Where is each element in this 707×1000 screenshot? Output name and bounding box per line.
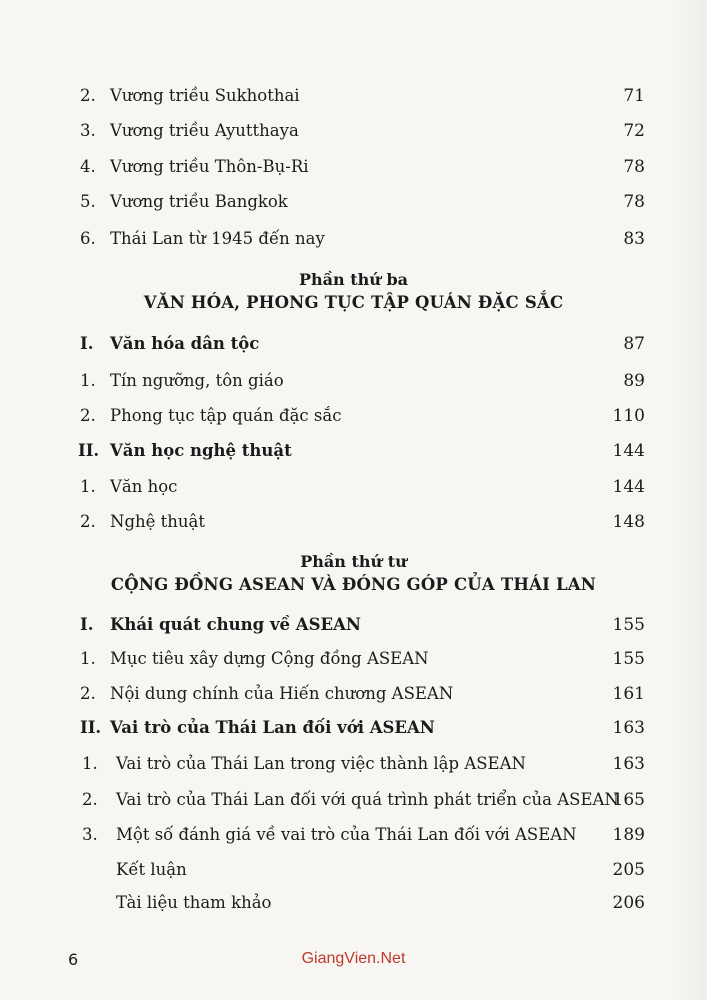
toc-entry-page: 161	[612, 684, 645, 704]
toc-entry-number: 3.	[80, 121, 96, 140]
toc-entry[interactable]	[0, 645, 707, 675]
part-label: Phần thứ ba	[298, 270, 408, 289]
toc-entry-title: Thái Lan từ 1945 đến nay	[110, 229, 325, 248]
toc-entry-title: Tín ngưỡng, tôn giáo	[110, 371, 284, 390]
toc-entry-number: 2.	[80, 406, 96, 425]
toc-entry-number: 2.	[80, 512, 96, 531]
toc-entry-number: II.	[78, 441, 100, 460]
toc-entry-number: 3.	[82, 825, 98, 844]
toc-entry-page: 163	[612, 718, 645, 738]
toc-entry-number: 1.	[80, 477, 96, 496]
toc-section-entry[interactable]	[0, 611, 707, 641]
toc-entry-page: 87	[623, 334, 645, 354]
toc-entry-title: Tài liệu tham khảo	[116, 893, 272, 912]
toc-entry[interactable]	[0, 856, 707, 886]
toc-entry-page: 144	[612, 441, 645, 461]
toc-entry-page: 89	[623, 371, 645, 391]
toc-entry-title: Vai trò của Thái Lan đối với ASEAN	[110, 718, 435, 737]
part-title: CỘNG ĐỒNG ASEAN VÀ ĐÓNG GÓP CỦA THÁI LAN	[110, 575, 597, 594]
toc-entry[interactable]	[0, 117, 707, 147]
toc-entry[interactable]	[0, 889, 707, 919]
watermark: GiangVien.Net	[301, 950, 406, 967]
toc-entry[interactable]	[0, 82, 707, 112]
toc-entry-number: 2.	[80, 684, 96, 703]
part-label: Phần thứ tư	[300, 552, 407, 571]
toc-entry-title: Vương triều Thôn-Bụ-Ri	[110, 157, 309, 176]
toc-entry-number: 1.	[80, 371, 96, 390]
toc-entry[interactable]	[0, 508, 707, 538]
page-number: 6	[68, 950, 79, 969]
toc-entry-page: 206	[612, 893, 645, 913]
toc-entry[interactable]	[0, 786, 707, 816]
toc-entry-page: 144	[612, 477, 645, 497]
toc-entry[interactable]	[0, 680, 707, 710]
toc-entry-page: 155	[612, 615, 645, 635]
toc-entry[interactable]	[0, 225, 707, 255]
toc-entry-title: Văn hóa dân tộc	[110, 334, 260, 353]
toc-entry-page: 78	[623, 192, 645, 212]
toc-entry-title: Vương triều Sukhothai	[110, 86, 300, 105]
toc-entry-page: 72	[623, 121, 645, 141]
toc-entry-number: 1.	[80, 649, 96, 668]
toc-entry-page: 148	[612, 512, 645, 532]
toc-entry-number: II.	[80, 718, 102, 737]
toc-entry-title: Văn học	[110, 477, 178, 496]
toc-entry-title: Vương triều Ayutthaya	[110, 121, 299, 140]
toc-entry[interactable]	[0, 473, 707, 503]
toc-entry-page: 71	[623, 86, 645, 106]
toc-entry[interactable]	[0, 402, 707, 432]
toc-entry-page: 189	[612, 825, 645, 845]
toc-entry-number: 2.	[80, 86, 96, 105]
toc-entry[interactable]	[0, 821, 707, 851]
toc-entry-number: 4.	[80, 157, 96, 176]
toc-section-entry[interactable]	[0, 714, 707, 744]
toc-entry-number: 6.	[80, 229, 96, 248]
toc-entry-title: Văn học nghệ thuật	[110, 441, 292, 460]
toc-entry-number: 5.	[80, 192, 96, 211]
toc-section-entry[interactable]	[0, 330, 707, 360]
toc-entry-page: 78	[623, 157, 645, 177]
toc-entry-page: 163	[612, 754, 645, 774]
toc-entry-page: 83	[623, 229, 645, 249]
toc-entry-title: Vai trò của Thái Lan đối với quá trình phát triển của ASEAN	[116, 790, 619, 809]
toc-entry[interactable]	[0, 367, 707, 397]
toc-entry-page: 110	[612, 406, 645, 426]
toc-entry[interactable]	[0, 153, 707, 183]
part-title: VĂN HÓA, PHONG TỤC TẬP QUÁN ĐẶC SẮC	[143, 293, 564, 312]
toc-entry-title: Một số đánh giá về vai trò của Thái Lan đối với ASEAN	[116, 825, 577, 844]
toc-entry[interactable]	[0, 188, 707, 218]
toc-entry-page: 155	[612, 649, 645, 669]
toc-entry[interactable]	[0, 750, 707, 780]
toc-entry-title: Khái quát chung về ASEAN	[110, 615, 361, 634]
toc-entry-page: 165	[612, 790, 645, 810]
toc-entry-title: Nội dung chính của Hiến chương ASEAN	[110, 684, 454, 703]
toc-entry-title: Vương triều Bangkok	[110, 192, 288, 211]
toc-entry-number: 1.	[82, 754, 98, 773]
toc-section-entry[interactable]	[0, 437, 707, 467]
toc-entry-title: Vai trò của Thái Lan trong việc thành lập ASEAN	[116, 754, 526, 773]
toc-entry-title: Phong tục tập quán đặc sắc	[110, 406, 342, 425]
toc-entry-title: Kết luận	[116, 860, 187, 879]
toc-entry-page: 205	[612, 860, 645, 880]
toc-entry-title: Mục tiêu xây dựng Cộng đồng ASEAN	[110, 649, 429, 668]
toc-entry-number: 2.	[82, 790, 98, 809]
toc-entry-title: Nghệ thuật	[110, 512, 205, 531]
toc-entry-number: I.	[80, 334, 94, 353]
toc-entry-number: I.	[80, 615, 94, 634]
